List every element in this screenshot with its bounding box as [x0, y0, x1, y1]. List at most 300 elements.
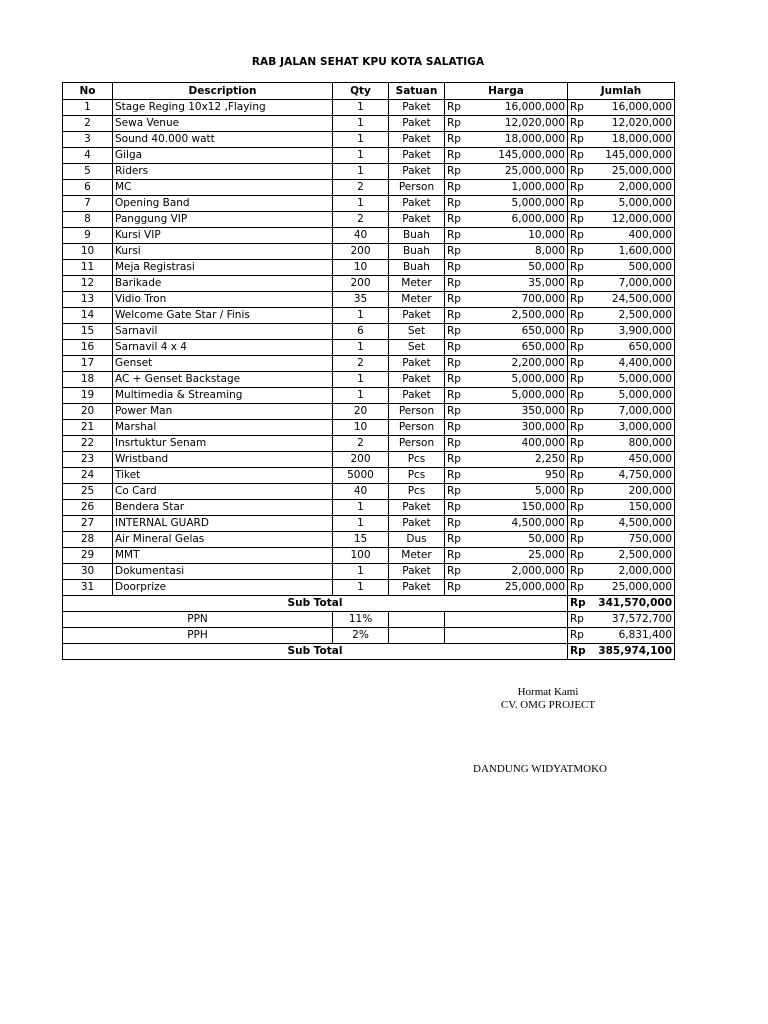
cell-harga-currency: Rp	[445, 580, 467, 596]
ppn-empty-satuan	[389, 612, 445, 628]
cell-jumlah: 2,500,000	[588, 548, 675, 564]
cell-jumlah-currency: Rp	[568, 132, 588, 148]
cell-qty: 2	[333, 212, 389, 228]
cell-harga-currency: Rp	[445, 244, 467, 260]
cell-harga: 8,000	[467, 244, 568, 260]
cell-no: 2	[63, 116, 113, 132]
cell-description: AC + Genset Backstage	[113, 372, 333, 388]
cell-satuan: Set	[389, 340, 445, 356]
cell-jumlah: 5,000,000	[588, 372, 675, 388]
cell-qty: 40	[333, 228, 389, 244]
cell-harga: 18,000,000	[467, 132, 568, 148]
cell-no: 8	[63, 212, 113, 228]
cell-jumlah-currency: Rp	[568, 452, 588, 468]
cell-description: Tiket	[113, 468, 333, 484]
table-body	[63, 100, 675, 596]
cell-qty: 1	[333, 164, 389, 180]
cell-jumlah: 25,000,000	[588, 580, 675, 596]
cell-description: Stage Reging 10x12 ,Flaying	[113, 100, 333, 116]
cell-jumlah-currency: Rp	[568, 388, 588, 404]
cell-harga-currency: Rp	[445, 372, 467, 388]
cell-jumlah: 25,000,000	[588, 164, 675, 180]
cell-qty: 2	[333, 180, 389, 196]
cell-description: Marshal	[113, 420, 333, 436]
cell-qty: 1	[333, 516, 389, 532]
cell-satuan: Paket	[389, 388, 445, 404]
cell-qty: 200	[333, 452, 389, 468]
cell-qty: 20	[333, 404, 389, 420]
table-row	[63, 372, 675, 388]
cell-satuan: Meter	[389, 292, 445, 308]
cell-jumlah-currency: Rp	[568, 100, 588, 116]
cell-satuan: Buah	[389, 228, 445, 244]
cell-jumlah-currency: Rp	[568, 260, 588, 276]
cell-no: 7	[63, 196, 113, 212]
cell-satuan: Paket	[389, 164, 445, 180]
cell-no: 11	[63, 260, 113, 276]
cell-description: Kursi VIP	[113, 228, 333, 244]
cell-description: Vidio Tron	[113, 292, 333, 308]
cell-harga-currency: Rp	[445, 100, 467, 116]
cell-qty: 100	[333, 548, 389, 564]
cell-harga-currency: Rp	[445, 340, 467, 356]
cell-jumlah-currency: Rp	[568, 532, 588, 548]
pph-rate: 2%	[333, 628, 389, 644]
cell-jumlah: 5,000,000	[588, 388, 675, 404]
table-row	[63, 132, 675, 148]
cell-harga-currency: Rp	[445, 164, 467, 180]
cell-qty: 35	[333, 292, 389, 308]
pph-currency: Rp	[568, 628, 588, 644]
cell-jumlah-currency: Rp	[568, 548, 588, 564]
cell-description: Sound 40.000 watt	[113, 132, 333, 148]
cell-qty: 2	[333, 356, 389, 372]
table-row	[63, 116, 675, 132]
header-description: Description	[113, 83, 333, 100]
ppn-empty-harga	[445, 612, 568, 628]
cell-description: Welcome Gate Star / Finis	[113, 308, 333, 324]
cell-harga-currency: Rp	[445, 276, 467, 292]
cell-no: 13	[63, 292, 113, 308]
signature-greeting: Hormat Kami	[517, 686, 579, 698]
cell-harga: 25,000,000	[467, 164, 568, 180]
cell-harga: 650,000	[467, 340, 568, 356]
cell-no: 1	[63, 100, 113, 116]
cell-no: 28	[63, 532, 113, 548]
cell-description: Gilga	[113, 148, 333, 164]
cell-harga: 2,500,000	[467, 308, 568, 324]
cell-satuan: Paket	[389, 100, 445, 116]
table-row	[63, 484, 675, 500]
cell-jumlah: 150,000	[588, 500, 675, 516]
cell-qty: 5000	[333, 468, 389, 484]
cell-harga-currency: Rp	[445, 404, 467, 420]
cell-no: 17	[63, 356, 113, 372]
cell-jumlah: 24,500,000	[588, 292, 675, 308]
cell-harga: 950	[467, 468, 568, 484]
table-row	[63, 532, 675, 548]
cell-jumlah: 7,000,000	[588, 404, 675, 420]
table-row	[63, 436, 675, 452]
cell-description: MMT	[113, 548, 333, 564]
ppn-row	[63, 612, 675, 628]
cell-jumlah: 2,500,000	[588, 308, 675, 324]
cell-qty: 1	[333, 148, 389, 164]
budget-table	[62, 82, 675, 660]
cell-qty: 40	[333, 484, 389, 500]
cell-satuan: Set	[389, 324, 445, 340]
cell-qty: 1	[333, 500, 389, 516]
cell-harga: 4,500,000	[467, 516, 568, 532]
cell-qty: 1	[333, 388, 389, 404]
table-row	[63, 276, 675, 292]
cell-qty: 10	[333, 260, 389, 276]
pph-empty-harga	[445, 628, 568, 644]
cell-jumlah-currency: Rp	[568, 196, 588, 212]
cell-jumlah-currency: Rp	[568, 516, 588, 532]
cell-jumlah: 18,000,000	[588, 132, 675, 148]
cell-harga-currency: Rp	[445, 228, 467, 244]
cell-jumlah-currency: Rp	[568, 276, 588, 292]
cell-description: Power Man	[113, 404, 333, 420]
cell-qty: 1	[333, 308, 389, 324]
table-row	[63, 388, 675, 404]
cell-jumlah-currency: Rp	[568, 212, 588, 228]
cell-jumlah: 5,000,000	[588, 196, 675, 212]
cell-harga-currency: Rp	[445, 308, 467, 324]
cell-description: Dokumentasi	[113, 564, 333, 580]
subtotal-value: 341,570,000	[588, 596, 675, 612]
cell-description: Meja Registrasi	[113, 260, 333, 276]
table-row	[63, 180, 675, 196]
grand-subtotal-label: Sub Total	[63, 644, 568, 660]
cell-description: Opening Band	[113, 196, 333, 212]
cell-jumlah-currency: Rp	[568, 228, 588, 244]
header-no: No	[63, 83, 113, 100]
cell-no: 19	[63, 388, 113, 404]
header-harga: Harga	[445, 83, 568, 100]
cell-harga: 10,000	[467, 228, 568, 244]
cell-qty: 10	[333, 420, 389, 436]
table-row	[63, 516, 675, 532]
cell-description: Insrtuktur Senam	[113, 436, 333, 452]
cell-jumlah: 3,900,000	[588, 324, 675, 340]
cell-satuan: Buah	[389, 260, 445, 276]
cell-harga-currency: Rp	[445, 292, 467, 308]
header-qty: Qty	[333, 83, 389, 100]
header-jumlah: Jumlah	[568, 83, 675, 100]
table-header-row	[63, 83, 675, 100]
cell-harga-currency: Rp	[445, 500, 467, 516]
cell-qty: 2	[333, 436, 389, 452]
cell-satuan: Paket	[389, 564, 445, 580]
signature-name: DANDUNG WIDYATMOKO	[473, 763, 607, 775]
cell-jumlah-currency: Rp	[568, 308, 588, 324]
table-row	[63, 196, 675, 212]
cell-harga: 6,000,000	[467, 212, 568, 228]
cell-harga: 2,250	[467, 452, 568, 468]
cell-harga: 50,000	[467, 260, 568, 276]
cell-jumlah-currency: Rp	[568, 356, 588, 372]
cell-jumlah-currency: Rp	[568, 244, 588, 260]
cell-no: 9	[63, 228, 113, 244]
cell-jumlah-currency: Rp	[568, 164, 588, 180]
table-row	[63, 212, 675, 228]
cell-no: 10	[63, 244, 113, 260]
cell-jumlah: 200,000	[588, 484, 675, 500]
cell-satuan: Paket	[389, 196, 445, 212]
table-row	[63, 420, 675, 436]
cell-description: Doorprize	[113, 580, 333, 596]
cell-jumlah-currency: Rp	[568, 324, 588, 340]
cell-harga: 25,000,000	[467, 580, 568, 596]
cell-satuan: Paket	[389, 580, 445, 596]
cell-harga: 12,020,000	[467, 116, 568, 132]
pph-row	[63, 628, 675, 644]
cell-harga-currency: Rp	[445, 180, 467, 196]
cell-harga-currency: Rp	[445, 148, 467, 164]
table-row	[63, 404, 675, 420]
cell-harga: 5,000,000	[467, 388, 568, 404]
cell-jumlah-currency: Rp	[568, 500, 588, 516]
cell-jumlah: 4,500,000	[588, 516, 675, 532]
ppn-label: PPN	[63, 612, 333, 628]
cell-description: Kursi	[113, 244, 333, 260]
cell-harga: 300,000	[467, 420, 568, 436]
signature-company: CV. OMG PROJECT	[500, 699, 596, 711]
cell-description: Panggung VIP	[113, 212, 333, 228]
cell-harga: 50,000	[467, 532, 568, 548]
subtotal-currency: Rp	[568, 596, 588, 612]
cell-harga-currency: Rp	[445, 564, 467, 580]
cell-no: 27	[63, 516, 113, 532]
cell-jumlah: 800,000	[588, 436, 675, 452]
table-row	[63, 564, 675, 580]
cell-jumlah-currency: Rp	[568, 484, 588, 500]
cell-satuan: Paket	[389, 516, 445, 532]
grand-subtotal-currency: Rp	[568, 644, 588, 660]
cell-harga: 1,000,000	[467, 180, 568, 196]
cell-harga-currency: Rp	[445, 420, 467, 436]
cell-satuan: Pcs	[389, 484, 445, 500]
cell-harga: 16,000,000	[467, 100, 568, 116]
grand-subtotal-value: 385,974,100	[588, 644, 675, 660]
table-row	[63, 340, 675, 356]
cell-description: INTERNAL GUARD	[113, 516, 333, 532]
cell-jumlah: 500,000	[588, 260, 675, 276]
subtotal-row	[63, 596, 675, 612]
table-row	[63, 148, 675, 164]
cell-no: 24	[63, 468, 113, 484]
cell-harga: 350,000	[467, 404, 568, 420]
cell-jumlah-currency: Rp	[568, 404, 588, 420]
cell-satuan: Person	[389, 436, 445, 452]
cell-satuan: Paket	[389, 372, 445, 388]
table-row	[63, 100, 675, 116]
cell-jumlah: 3,000,000	[588, 420, 675, 436]
cell-harga: 2,200,000	[467, 356, 568, 372]
cell-harga-currency: Rp	[445, 452, 467, 468]
cell-harga: 650,000	[467, 324, 568, 340]
cell-harga-currency: Rp	[445, 324, 467, 340]
table-row	[63, 260, 675, 276]
cell-satuan: Pcs	[389, 452, 445, 468]
cell-jumlah: 4,400,000	[588, 356, 675, 372]
cell-satuan: Meter	[389, 276, 445, 292]
cell-harga-currency: Rp	[445, 212, 467, 228]
table-row	[63, 452, 675, 468]
cell-harga: 25,000	[467, 548, 568, 564]
cell-harga: 145,000,000	[467, 148, 568, 164]
cell-harga-currency: Rp	[445, 484, 467, 500]
cell-harga-currency: Rp	[445, 260, 467, 276]
cell-satuan: Paket	[389, 500, 445, 516]
cell-no: 15	[63, 324, 113, 340]
cell-qty: 1	[333, 580, 389, 596]
cell-qty: 1	[333, 100, 389, 116]
cell-harga: 35,000	[467, 276, 568, 292]
cell-harga-currency: Rp	[445, 468, 467, 484]
cell-qty: 200	[333, 276, 389, 292]
cell-jumlah-currency: Rp	[568, 148, 588, 164]
cell-jumlah-currency: Rp	[568, 436, 588, 452]
cell-harga: 5,000,000	[467, 196, 568, 212]
cell-harga-currency: Rp	[445, 532, 467, 548]
cell-no: 14	[63, 308, 113, 324]
ppn-currency: Rp	[568, 612, 588, 628]
cell-harga-currency: Rp	[445, 356, 467, 372]
ppn-value: 37,572,700	[588, 612, 675, 628]
cell-jumlah: 2,000,000	[588, 180, 675, 196]
cell-no: 21	[63, 420, 113, 436]
cell-harga-currency: Rp	[445, 516, 467, 532]
cell-jumlah-currency: Rp	[568, 372, 588, 388]
cell-jumlah: 2,000,000	[588, 564, 675, 580]
cell-description: Wristband	[113, 452, 333, 468]
cell-jumlah: 750,000	[588, 532, 675, 548]
cell-jumlah: 7,000,000	[588, 276, 675, 292]
cell-description: Sarnavil	[113, 324, 333, 340]
cell-harga: 2,000,000	[467, 564, 568, 580]
subtotal-label: Sub Total	[63, 596, 568, 612]
cell-harga-currency: Rp	[445, 548, 467, 564]
cell-qty: 1	[333, 132, 389, 148]
cell-satuan: Paket	[389, 132, 445, 148]
table-row	[63, 500, 675, 516]
cell-qty: 1	[333, 340, 389, 356]
cell-description: Sarnavil 4 x 4	[113, 340, 333, 356]
cell-harga: 700,000	[467, 292, 568, 308]
cell-satuan: Paket	[389, 148, 445, 164]
ppn-rate: 11%	[333, 612, 389, 628]
cell-satuan: Dus	[389, 532, 445, 548]
cell-jumlah-currency: Rp	[568, 340, 588, 356]
cell-satuan: Person	[389, 420, 445, 436]
cell-jumlah-currency: Rp	[568, 420, 588, 436]
cell-no: 30	[63, 564, 113, 580]
cell-description: MC	[113, 180, 333, 196]
table-summary	[63, 596, 675, 660]
cell-jumlah: 12,020,000	[588, 116, 675, 132]
cell-jumlah-currency: Rp	[568, 468, 588, 484]
table-row	[63, 244, 675, 260]
table-row	[63, 324, 675, 340]
pph-empty-satuan	[389, 628, 445, 644]
cell-satuan: Person	[389, 404, 445, 420]
cell-satuan: Paket	[389, 116, 445, 132]
cell-no: 12	[63, 276, 113, 292]
cell-harga-currency: Rp	[445, 196, 467, 212]
cell-harga: 400,000	[467, 436, 568, 452]
cell-jumlah: 1,600,000	[588, 244, 675, 260]
cell-jumlah-currency: Rp	[568, 116, 588, 132]
cell-satuan: Pcs	[389, 468, 445, 484]
cell-description: Co Card	[113, 484, 333, 500]
cell-no: 22	[63, 436, 113, 452]
cell-harga-currency: Rp	[445, 436, 467, 452]
cell-no: 23	[63, 452, 113, 468]
cell-qty: 15	[333, 532, 389, 548]
cell-no: 29	[63, 548, 113, 564]
table-row	[63, 292, 675, 308]
cell-qty: 1	[333, 564, 389, 580]
cell-harga: 5,000	[467, 484, 568, 500]
grand-subtotal-row	[63, 644, 675, 660]
cell-no: 3	[63, 132, 113, 148]
cell-jumlah: 650,000	[588, 340, 675, 356]
cell-jumlah: 12,000,000	[588, 212, 675, 228]
cell-description: Bendera Star	[113, 500, 333, 516]
cell-satuan: Paket	[389, 308, 445, 324]
cell-satuan: Paket	[389, 212, 445, 228]
cell-description: Air Mineral Gelas	[113, 532, 333, 548]
pph-value: 6,831,400	[588, 628, 675, 644]
cell-no: 18	[63, 372, 113, 388]
table-row	[63, 308, 675, 324]
cell-satuan: Paket	[389, 356, 445, 372]
cell-jumlah: 450,000	[588, 452, 675, 468]
table-row	[63, 580, 675, 596]
cell-jumlah: 400,000	[588, 228, 675, 244]
cell-description: Sewa Venue	[113, 116, 333, 132]
cell-jumlah-currency: Rp	[568, 292, 588, 308]
cell-no: 6	[63, 180, 113, 196]
cell-no: 4	[63, 148, 113, 164]
cell-qty: 1	[333, 116, 389, 132]
cell-no: 31	[63, 580, 113, 596]
cell-harga: 5,000,000	[467, 372, 568, 388]
table-row	[63, 548, 675, 564]
cell-no: 5	[63, 164, 113, 180]
cell-qty: 6	[333, 324, 389, 340]
header-satuan: Satuan	[389, 83, 445, 100]
cell-satuan: Person	[389, 180, 445, 196]
cell-harga-currency: Rp	[445, 132, 467, 148]
cell-harga-currency: Rp	[445, 388, 467, 404]
cell-no: 20	[63, 404, 113, 420]
document-title: RAB JALAN SEHAT KPU KOTA SALATIGA	[251, 56, 485, 68]
cell-jumlah-currency: Rp	[568, 564, 588, 580]
cell-qty: 1	[333, 196, 389, 212]
cell-description: Multimedia & Streaming	[113, 388, 333, 404]
table-row	[63, 164, 675, 180]
cell-harga-currency: Rp	[445, 116, 467, 132]
cell-no: 26	[63, 500, 113, 516]
cell-satuan: Buah	[389, 244, 445, 260]
cell-qty: 1	[333, 372, 389, 388]
cell-jumlah-currency: Rp	[568, 180, 588, 196]
table-row	[63, 356, 675, 372]
